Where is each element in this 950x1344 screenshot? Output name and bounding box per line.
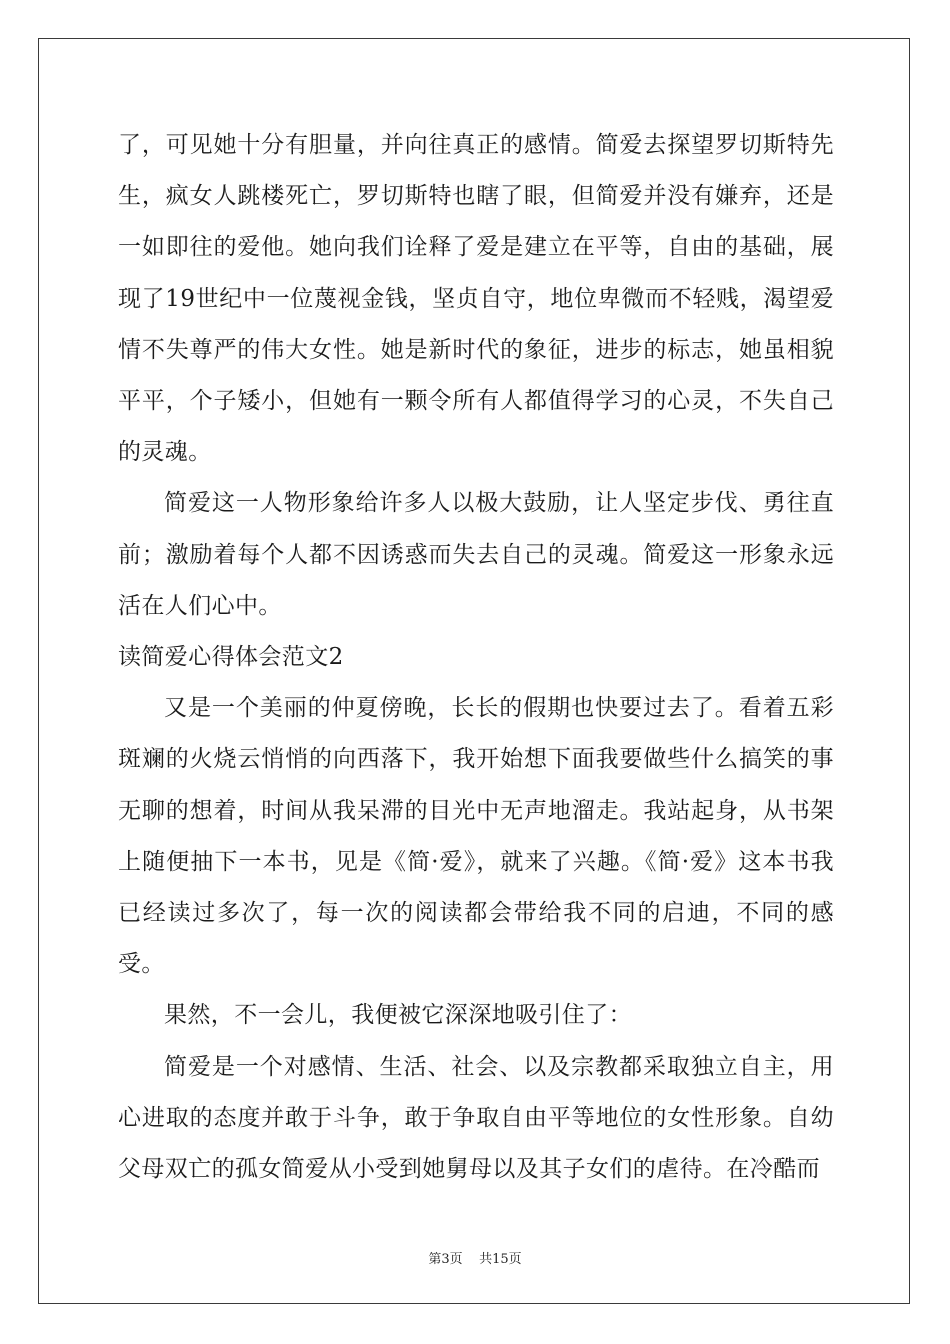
paragraph-attracted: 果然，不一会儿，我便被它深深地吸引住了： [164, 1002, 632, 1029]
paragraph-summer-evening: 又是一个美丽的仲夏傍晚，长长的假期也快要过去了。看着五彩斑斓的火烧云悄悄的向西落下，我开始想下面我要做些什么搞笑的事无聊的想着，时间从我呆滞的目光中无声地溜走。我站起身，从书架上随便抽下一本书，见是《简·爱》，就来了兴趣。《简·爱》这本书我已经读过多次了，每一次的阅读都会带给我不同的启迪，不同的感受。 [118, 695, 834, 978]
paragraph-jane-eyre-image: 简爱这一人物形象给许多人以极大鼓励，让人坚定步伐、勇往直前；激励着每个人都不因诱惑而失去自己的灵魂。简爱这一形象永远活在人们心中。 [118, 490, 834, 619]
paragraph-jane-eyre-character: 简爱是一个对感情、生活、社会、以及宗教都采取独立自主，用心进取的态度并敢于斗争，敢于争取自由平等地位的女性形象。自幼父母双亡的孤女简爱从小受到她舅母以及其子女们的虐待。在冷酷而 [118, 1053, 834, 1183]
paragraph-continuation: 了，可见她十分有胆量，并向往真正的感情。简爱去探望罗切斯特先生，疯女人跳楼死亡，罗切斯特也瞎了眼，但简爱并没有嫌弃，还是一如即往的爱他。她向我们诠释了爱是建立在平等，自由的基础，展现了19世纪中一位蔑视金钱，坚贞自守，地位卑微而不轻贱，渴望爱情不失尊严的伟大女性。她是新时代的象征，进步的标志，她虽相貌平平，个子矮小，但她有一颗令所有人都值得学习的心灵，不失自己的灵魂。 [118, 132, 834, 466]
section-heading: 读简爱心得体会范文2 [118, 644, 344, 671]
page-number-footer: 第3页 共15页 [428, 1252, 522, 1267]
document-body [118, 120, 834, 1195]
